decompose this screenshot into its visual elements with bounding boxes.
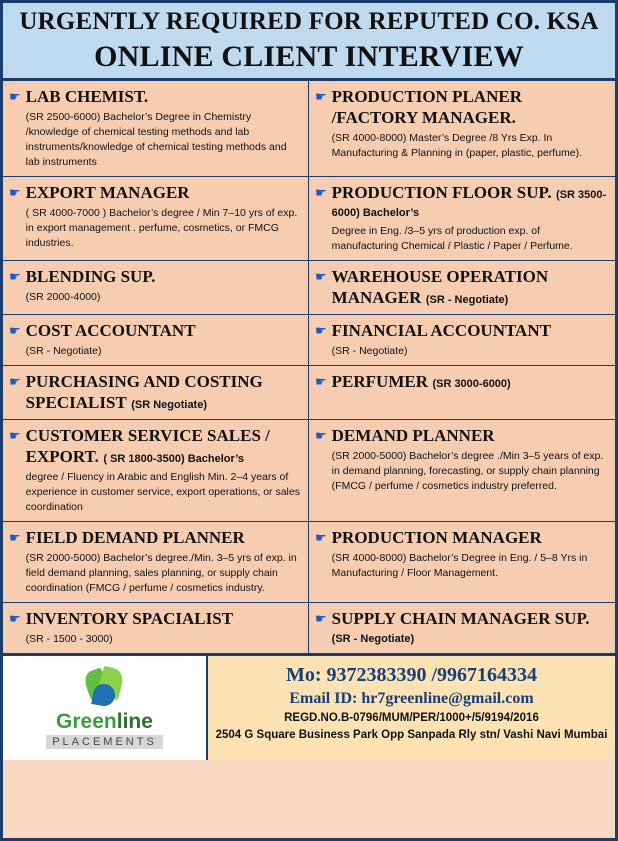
- pointer-icon: ☛: [9, 428, 21, 443]
- job-title: PERFUMER: [331, 372, 428, 391]
- jobs-row: [3, 315, 615, 366]
- job-body: [26, 608, 302, 647]
- job-body: [26, 86, 302, 170]
- job-detail: ( SR 4000-7000 ) Bachelor’s degree / Min 7–10 yrs of exp. in export management . perfume, cosmetics, or FMCG industries.: [25, 207, 298, 249]
- pointer-icon: ☛: [315, 611, 327, 626]
- job-cell: [3, 81, 309, 176]
- job-cell: [309, 315, 615, 365]
- job-salary: (SR 3000-6000): [432, 378, 511, 390]
- job-body: [26, 320, 302, 359]
- job-title: EXPORT MANAGER: [25, 183, 190, 202]
- job-salary: (SR Negotiate): [131, 399, 207, 411]
- job-title: PRODUCTION MANAGER: [331, 528, 542, 547]
- job-title: LAB CHEMIST.: [25, 87, 149, 106]
- jobs-row: [3, 81, 615, 177]
- job-detail: (SR 2000-4000): [25, 291, 101, 303]
- logo-word-line: line: [116, 709, 153, 733]
- pointer-icon: ☛: [9, 530, 21, 545]
- job-detail: degree / Fluency in Arabic and English Min. 2–4 years of experience in customer service, export operations, or sales coordination: [25, 471, 300, 513]
- job-title: WAREHOUSE OPERATION MANAGER: [331, 267, 549, 307]
- jobs-row: [3, 261, 615, 315]
- job-title: PURCHASING AND COSTING SPECIALIST: [25, 372, 263, 412]
- job-detail: (SR 2000-5000) Bachelor’s degree ./Min 3–5 years of exp. in demand planning, forecasting, or supply chain planning (FMCG / perfume / cosmetics industry preferred.: [331, 450, 604, 492]
- jobs-grid: [3, 80, 615, 654]
- job-cell: [3, 522, 309, 602]
- job-cell: [3, 261, 309, 314]
- job-cell: [309, 420, 615, 521]
- job-cell: [309, 81, 615, 176]
- header-title-line2: ONLINE CLIENT INTERVIEW: [94, 40, 524, 73]
- job-cell: [309, 603, 615, 653]
- job-body: [332, 425, 609, 494]
- header-title-line1: URGENTLY REQUIRED FOR REPUTED CO. KSA: [19, 8, 599, 35]
- job-cell: [309, 366, 615, 419]
- poster-footer: [3, 654, 615, 760]
- job-title: BLENDING SUP.: [25, 267, 156, 286]
- pointer-icon: ☛: [315, 89, 327, 104]
- jobs-row: [3, 603, 615, 654]
- job-body: [332, 608, 609, 647]
- job-cell: [309, 522, 615, 602]
- pointer-icon: ☛: [9, 323, 21, 338]
- pointer-icon: ☛: [315, 530, 327, 545]
- job-title: FIELD DEMAND PLANNER: [25, 528, 245, 547]
- job-body: [26, 371, 302, 413]
- logo-tagline: PLACEMENTS: [46, 735, 163, 749]
- pointer-icon: ☛: [315, 428, 327, 443]
- job-title: SUPPLY CHAIN MANAGER SUP.: [331, 609, 590, 628]
- job-cell: [3, 366, 309, 419]
- registration-number: REGD.NO.B-0796/MUM/PER/1000+/5/9194/2016: [284, 712, 539, 724]
- job-body: [26, 182, 302, 251]
- job-body: [332, 320, 609, 359]
- job-detail: (SR - Negotiate): [25, 345, 102, 357]
- job-body: [26, 266, 302, 305]
- job-title: COST ACCOUNTANT: [25, 321, 196, 340]
- job-detail: Degree in Eng. /3–5 yrs of production exp. of manufacturing Chemical / Plastic / Paper / Perfume.: [331, 225, 573, 252]
- contact-phone[interactable]: Mo: 9372383390 /9967164334: [285, 664, 538, 686]
- job-body: [332, 182, 609, 254]
- pointer-icon: ☛: [9, 185, 21, 200]
- logo-wordmark: [56, 710, 153, 733]
- jobs-row: [3, 177, 615, 261]
- job-title: FINANCIAL ACCOUNTANT: [331, 321, 551, 340]
- job-body: [332, 371, 609, 392]
- pointer-icon: ☛: [315, 185, 327, 200]
- pointer-icon: ☛: [9, 89, 21, 104]
- jobs-row: [3, 522, 615, 603]
- company-logo: [3, 656, 208, 760]
- logo-word-green: Green: [56, 709, 117, 733]
- pointer-icon: ☛: [315, 374, 327, 389]
- jobs-row: [3, 420, 615, 522]
- job-cell: [309, 177, 615, 260]
- job-title: CUSTOMER SERVICE SALES / EXPORT.: [25, 426, 270, 466]
- job-detail: (SR 4000-8000) Master’s Degree /8 Yrs Exp. In Manufacturing & Planning in (paper, plastic, perfume).: [331, 132, 583, 159]
- contact-email[interactable]: Email ID: hr7greenline@gmail.com: [289, 690, 534, 707]
- job-body: [26, 527, 302, 596]
- job-cell: [309, 261, 615, 314]
- contact-details: [208, 656, 615, 760]
- job-body: [332, 266, 609, 308]
- jobs-row: [3, 366, 615, 420]
- job-cell: [3, 315, 309, 365]
- job-salary: ( SR 1800-3500) Bachelor’s: [103, 453, 244, 465]
- pointer-icon: ☛: [9, 611, 21, 626]
- job-title: DEMAND PLANNER: [331, 426, 495, 445]
- job-salary: (SR - Negotiate): [331, 633, 415, 645]
- job-title: PRODUCTION PLANER /FACTORY MANAGER.: [331, 87, 522, 127]
- job-cell: [3, 177, 309, 260]
- pointer-icon: ☛: [315, 323, 327, 338]
- job-cell: [3, 420, 309, 521]
- pointer-icon: ☛: [9, 269, 21, 284]
- job-salary: (SR 3500-6000) Bachelor’s: [331, 189, 607, 219]
- job-cell: [3, 603, 309, 653]
- job-salary: (SR - Negotiate): [425, 294, 509, 306]
- leaf-logo-icon: [82, 668, 128, 708]
- job-detail: (SR - 1500 - 3000): [25, 633, 113, 645]
- job-detail: (SR 2500-6000) Bachelor’s Degree in Chemistry /knowledge of chemical testing methods and lab instruments/knowledge of chemical testing methods and lab instruments: [25, 111, 287, 168]
- office-address: 2504 G Square Business Park Opp Sanpada Rly stn/ Vashi Navi Mumbai: [215, 729, 608, 741]
- job-title: INVENTORY SPACIALIST: [25, 609, 234, 628]
- poster-header: [3, 3, 615, 80]
- job-body: [332, 527, 609, 581]
- pointer-icon: ☛: [9, 374, 21, 389]
- job-title: PRODUCTION FLOOR SUP.: [331, 183, 552, 202]
- job-body: [332, 86, 609, 161]
- job-detail: (SR 2000-5000) Bachelor’s degree./Min. 3–5 yrs of exp. in field demand planning, sales planning, or supply chain coordination (FMCG / perfume / cosmetics industry.: [25, 552, 297, 594]
- job-detail: (SR - Negotiate): [331, 345, 408, 357]
- pointer-icon: ☛: [315, 269, 327, 284]
- job-body: [26, 425, 302, 515]
- job-detail: (SR 4000-8000) Bachelor’s Degree in Eng. / 5–8 Yrs in Manufacturing / Floor Management.: [331, 552, 588, 579]
